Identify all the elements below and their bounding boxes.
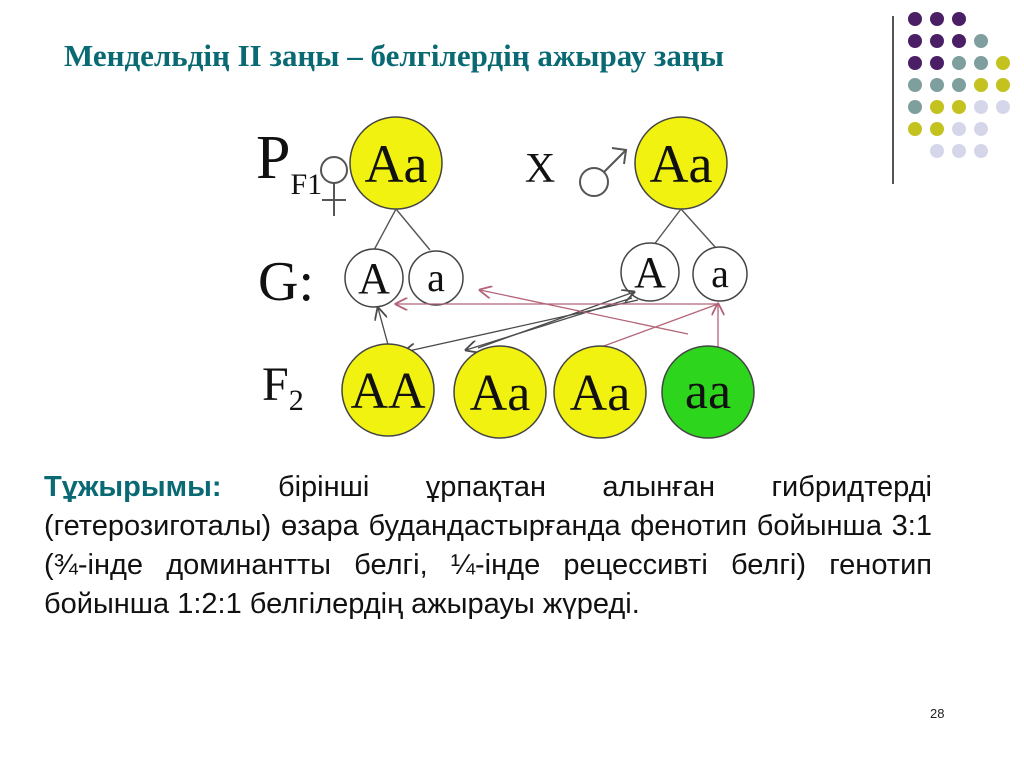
offspring-genotype-1: AA [350,363,426,420]
dot [908,78,922,92]
conclusion-label: Тұжырымы: [44,471,222,503]
dot [908,12,922,26]
cross-diagram [248,100,768,452]
decorative-divider [892,16,894,184]
dot [996,100,1010,114]
dot [974,122,988,136]
dot [908,34,922,48]
dot [952,12,966,26]
gamete-allele-female-a: a [427,255,445,300]
dot [952,122,966,136]
dot [996,56,1010,70]
gamete-allele-female-A: A [358,254,390,303]
offspring-genotype-2: Aa [469,365,531,422]
conclusion-text: бірінші ұрпақтан алынған гибридтерді (гетерозиготалы) өзара будандастырғанда фенотип бойынша 3:1 (¾-інде доминантты белгі, ¼-інде рецессивті белгі) генотип бойынша 1:2:1 белгілердің ажырауы жүреді. [44,471,932,620]
dot [908,56,922,70]
decorative-dots [900,8,1024,168]
dot [974,78,988,92]
dot [952,144,966,158]
row-label-parents [256,124,322,201]
dot [908,100,922,114]
venus-icon [321,157,347,216]
row-label-offspring-letter: F [262,358,289,411]
dot [974,100,988,114]
parent-genotype-female: Aa [364,134,428,194]
offspring-genotype-3: Aa [569,365,631,422]
gamete-allele-male-A: A [634,248,666,297]
dot [952,100,966,114]
offspring-genotype-4: aa [684,363,732,420]
parent-genotype-male: Aa [649,134,713,194]
dot [930,78,944,92]
dot [930,56,944,70]
gamete-allele-male-a: a [711,251,729,296]
cross-sign: X [524,146,556,192]
dot [908,122,922,136]
dot [930,122,944,136]
dot [930,144,944,158]
dot [930,100,944,114]
dot [930,12,944,26]
mars-icon [580,148,626,196]
page-number: 28 [930,706,945,721]
conclusion-paragraph [44,468,932,624]
row-label-gametes: G: [258,251,314,313]
row-label-parents-subscript: F1 [290,168,323,201]
dot [974,56,988,70]
dot [930,34,944,48]
dot [974,144,988,158]
dot [974,34,988,48]
row-label-offspring [262,358,304,417]
dot [952,56,966,70]
dot [996,78,1010,92]
row-label-parents-letter: P [256,124,291,192]
row-label-offspring-subscript: 2 [288,384,304,417]
dot [952,34,966,48]
slide-title: Мендельдің II заңы – белгілердің ажырау заңы [64,38,724,73]
meiosis-lines [374,209,716,250]
dot [952,78,966,92]
